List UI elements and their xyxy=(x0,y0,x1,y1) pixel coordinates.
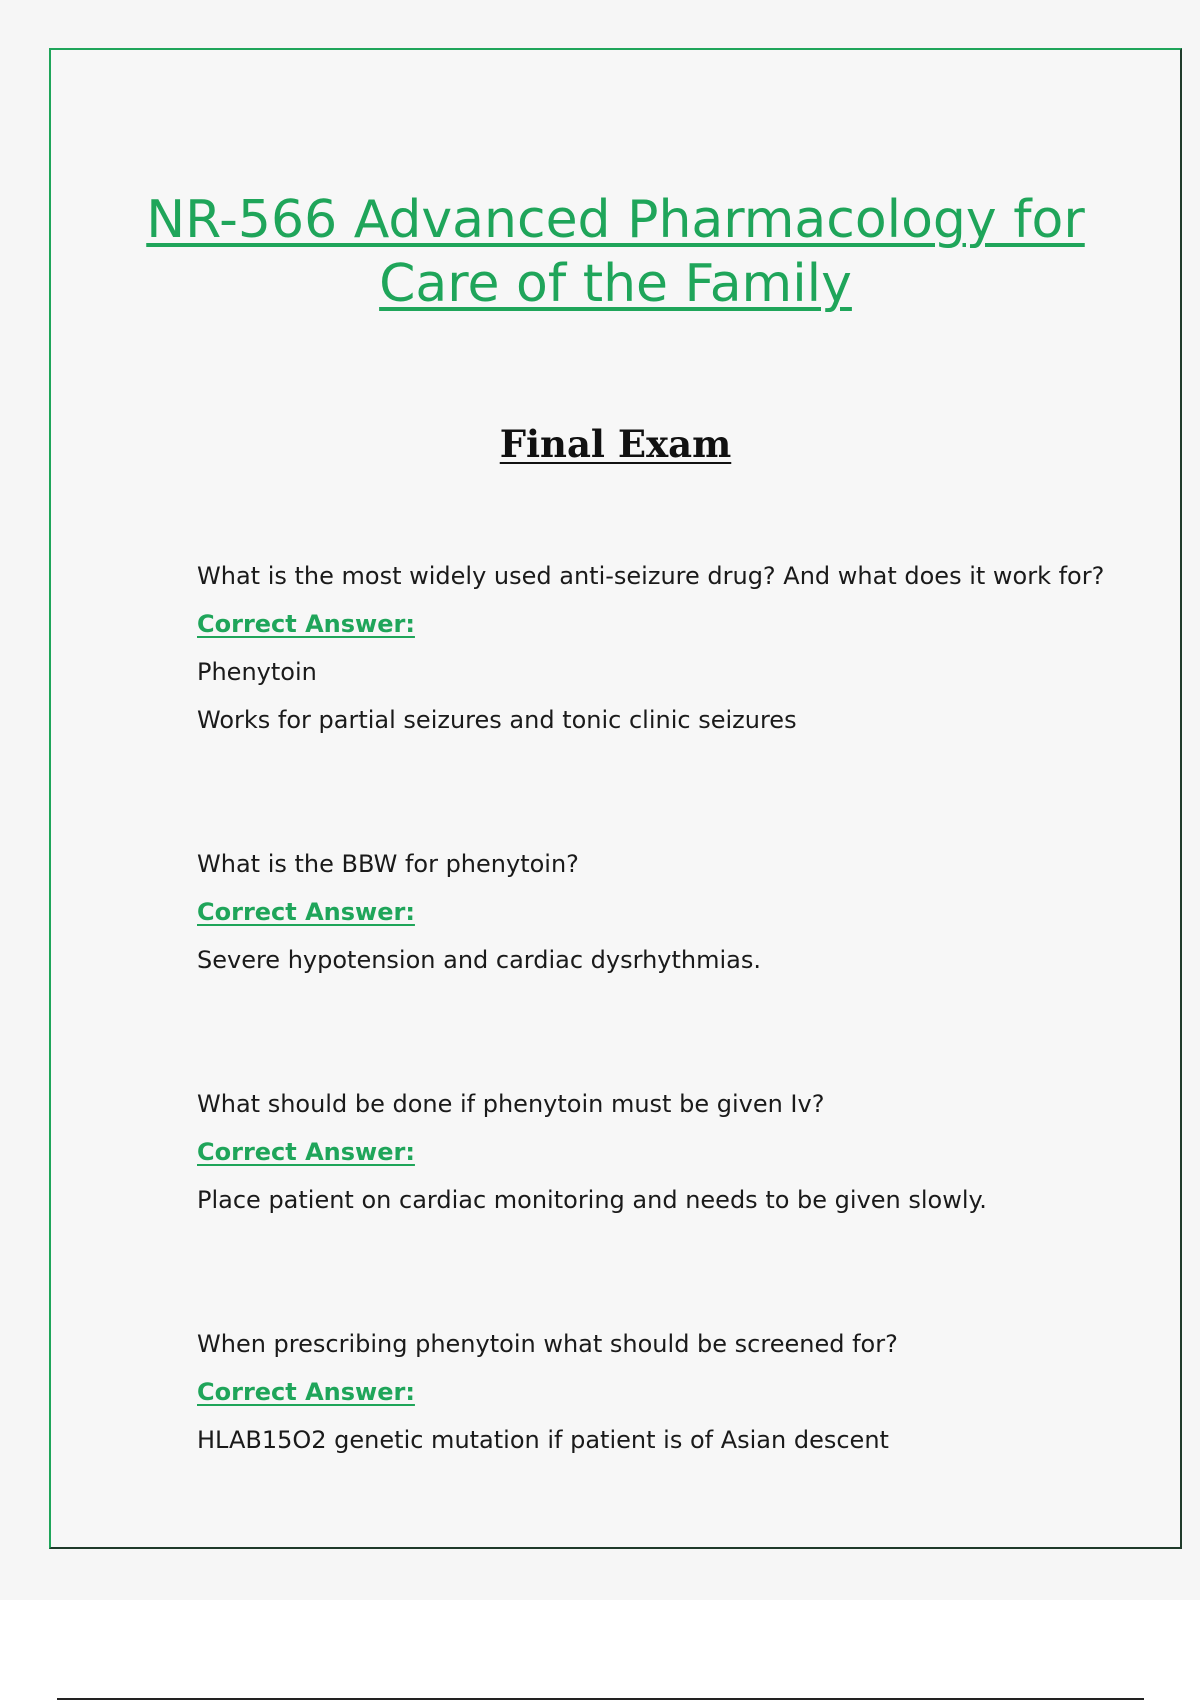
question-text: What should be done if phenytoin must be given Iv? xyxy=(197,1090,825,1118)
exam-subtitle xyxy=(51,422,1180,466)
answer-text: HLAB15O2 genetic mutation if patient is of Asian descent xyxy=(197,1426,889,1454)
correct-answer-label: Correct Answer: xyxy=(197,1378,415,1406)
answer-text: Place patient on cardiac monitoring and needs to be given slowly. xyxy=(197,1186,987,1214)
qa-block-2 xyxy=(197,840,1157,984)
correct-answer-label: Correct Answer: xyxy=(197,1138,415,1166)
answer-text: Phenytoin xyxy=(197,658,317,686)
title-line-1: NR-566 Advanced Pharmacology for xyxy=(146,190,1085,250)
qa-block-3 xyxy=(197,1080,1157,1224)
correct-answer-label: Correct Answer: xyxy=(197,610,415,638)
question-text: What is the most widely used anti-seizure drug? And what does it work for? xyxy=(197,562,1105,590)
question-text: When prescribing phenytoin what should be screened for? xyxy=(197,1330,898,1358)
qa-block-1 xyxy=(197,552,1157,744)
correct-answer-label: Correct Answer: xyxy=(197,898,415,926)
document-frame xyxy=(49,48,1182,1549)
title-line-2: Care of the Family xyxy=(379,254,852,314)
qa-block-4 xyxy=(197,1320,1157,1464)
document-title xyxy=(51,188,1180,316)
question-text: What is the BBW for phenytoin? xyxy=(197,850,579,878)
answer-text: Severe hypotension and cardiac dysrhythmias. xyxy=(197,946,761,974)
answer-text: Works for partial seizures and tonic clinic seizures xyxy=(197,706,797,734)
exam-subtitle-text: Final Exam xyxy=(499,422,732,466)
